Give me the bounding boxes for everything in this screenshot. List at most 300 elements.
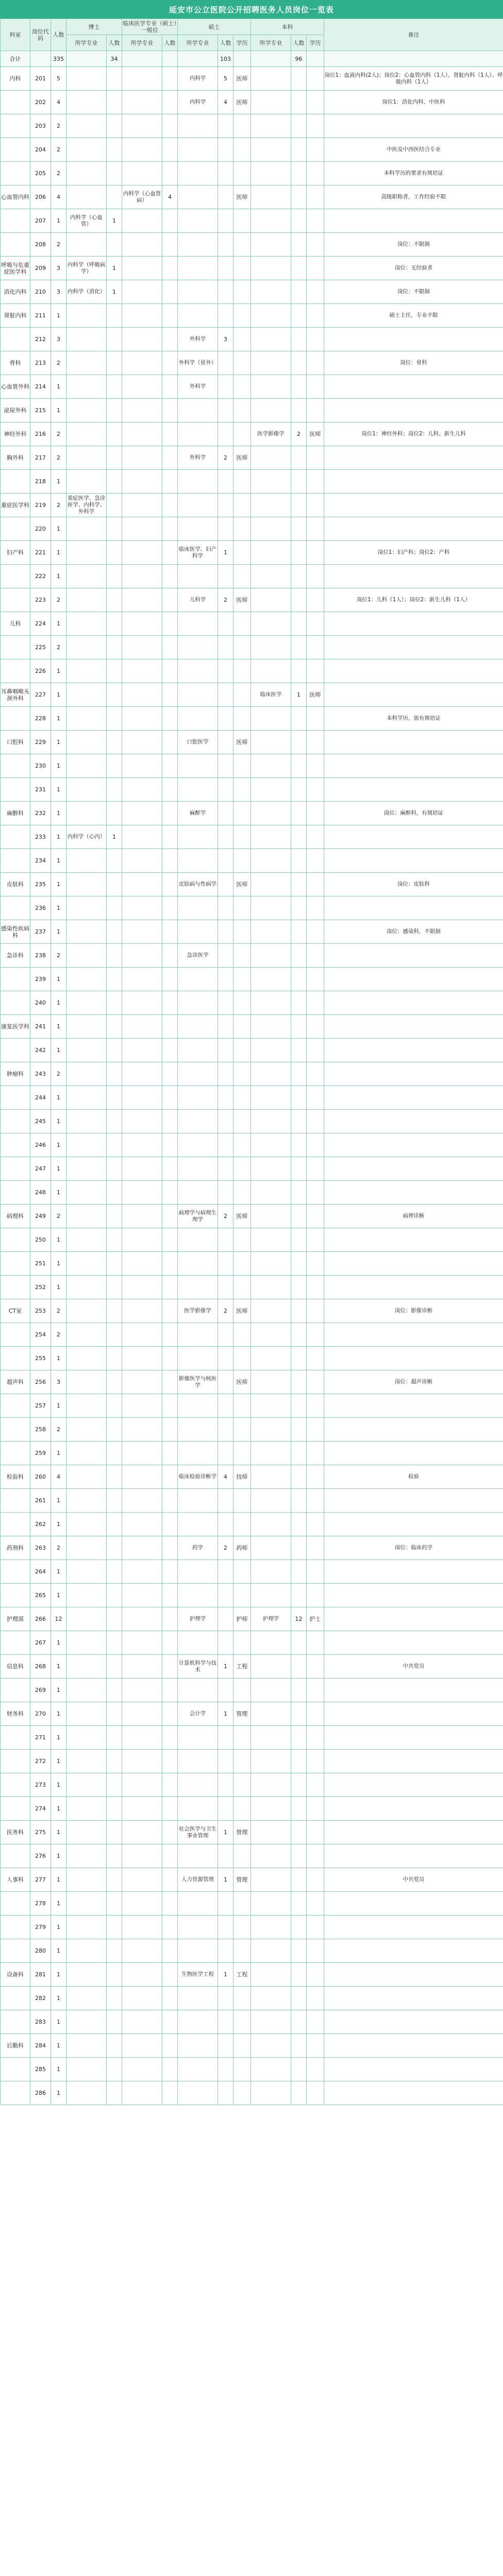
- remarks-cell: [324, 1797, 503, 1821]
- bachelor-degree-cell: [307, 138, 324, 162]
- table-row: [1, 1584, 503, 1607]
- dept-cell: 肿瘤科: [1, 1062, 30, 1086]
- remarks-cell: [324, 399, 503, 422]
- remarks-cell: [324, 991, 503, 1015]
- doctoral-count-cell: [107, 1868, 122, 1892]
- master-major-cell: [178, 209, 218, 233]
- doctoral-count-cell: [107, 1323, 122, 1347]
- bachelor-degree-cell: [307, 896, 324, 920]
- doctoral-major-cell: [66, 1442, 107, 1465]
- master-standard-major-cell: [122, 707, 162, 731]
- master-count-cell: [218, 1892, 233, 1916]
- master-major-cell: [178, 825, 218, 849]
- sub-degree-header: 学历: [307, 35, 324, 51]
- total-count-cell: 1: [51, 683, 66, 707]
- master-degree-cell: [233, 1418, 251, 1442]
- doctoral-major-cell: [66, 612, 107, 636]
- total-count-cell: 1: [51, 399, 66, 422]
- master-standard-count-cell: [162, 1157, 178, 1181]
- bachelor-major-cell: [251, 1655, 291, 1679]
- remarks-cell: [324, 1442, 503, 1465]
- dept-cell: [1, 825, 30, 849]
- bachelor-degree-cell: [307, 968, 324, 991]
- dept-cell: 皮肤科: [1, 873, 30, 896]
- total-count-cell: 1: [51, 1086, 66, 1110]
- post-code-cell: 250: [30, 1228, 51, 1252]
- dept-cell: [1, 2010, 30, 2034]
- master-standard-major-cell: [122, 328, 162, 351]
- master-major-cell: [178, 1181, 218, 1205]
- dept-cell: [1, 1347, 30, 1370]
- master-standard-count-cell: [162, 1489, 178, 1513]
- table-row: [1, 2034, 503, 2058]
- bachelor-degree-cell: [307, 1062, 324, 1086]
- bachelor-degree-cell: [307, 280, 324, 304]
- master-standard-major-cell: [122, 588, 162, 612]
- master-major-cell: [178, 1110, 218, 1133]
- total-count-cell: 2: [51, 944, 66, 968]
- doctoral-count-cell: [107, 138, 122, 162]
- bachelor-count-cell: [291, 920, 307, 944]
- post-code-cell: 248: [30, 1181, 51, 1205]
- master-count-cell: [218, 2081, 233, 2105]
- bachelor-major-cell: [251, 731, 291, 754]
- total-count-cell: 1: [51, 1844, 66, 1868]
- bachelor-count-cell: [291, 2010, 307, 2034]
- doctoral-count-cell: [107, 422, 122, 446]
- master-standard-count-cell: [162, 612, 178, 636]
- table-row: [1, 778, 503, 802]
- bachelor-count-cell: [291, 328, 307, 351]
- remarks-cell: [324, 1679, 503, 1702]
- table-row: [1, 1963, 503, 1987]
- master-standard-major-cell: [122, 1655, 162, 1679]
- bachelor-major-cell: [251, 162, 291, 185]
- bachelor-count-cell: [291, 1465, 307, 1489]
- doctoral-count-cell: [107, 1347, 122, 1370]
- total-count-cell: 2: [51, 1299, 66, 1323]
- post-code-cell: 234: [30, 849, 51, 873]
- master-standard-major-cell: [122, 1015, 162, 1039]
- total-count-cell: 1: [51, 612, 66, 636]
- dept-cell: [1, 91, 30, 114]
- dept-cell: [1, 849, 30, 873]
- total-count-cell: 1: [51, 1939, 66, 1963]
- total-count-cell: 1: [51, 541, 66, 565]
- doctoral-count-cell: [107, 1679, 122, 1702]
- master-degree-cell: [233, 1062, 251, 1086]
- bachelor-major-cell: [251, 1418, 291, 1442]
- master-standard-major-cell: [122, 1750, 162, 1773]
- master-major-cell: [178, 257, 218, 280]
- master-standard-major-cell: [122, 257, 162, 280]
- doctoral-count-cell: [107, 1631, 122, 1655]
- master-major-cell: 生物医学工程: [178, 1963, 218, 1987]
- master-degree-cell: [233, 1773, 251, 1797]
- bachelor-degree-cell: [307, 659, 324, 683]
- post-code-cell: 272: [30, 1750, 51, 1773]
- remarks-cell: 岗位：无经验者: [324, 257, 503, 280]
- bachelor-count-cell: [291, 1347, 307, 1370]
- bachelor-degree-cell: [307, 351, 324, 375]
- table-row: [1, 1939, 503, 1963]
- bachelor-major-cell: [251, 257, 291, 280]
- bachelor-degree-cell: [307, 1394, 324, 1418]
- master-major-cell: [178, 1276, 218, 1299]
- doctoral-count-cell: [107, 1584, 122, 1607]
- master-count-cell: [218, 636, 233, 659]
- master-degree-cell: [233, 1442, 251, 1465]
- remarks-cell: [324, 1963, 503, 1987]
- master-standard-major-cell: [122, 968, 162, 991]
- master-major-cell: [178, 399, 218, 422]
- bachelor-degree-cell: [307, 1465, 324, 1489]
- bachelor-count-cell: [291, 1086, 307, 1110]
- dept-cell: [1, 1726, 30, 1750]
- bachelor-count-cell: [291, 114, 307, 138]
- total-count-cell: 1: [51, 1726, 66, 1750]
- doctoral-major-cell: 内科学（消化）: [66, 280, 107, 304]
- master-degree-cell: [233, 2058, 251, 2081]
- master-degree-cell: [233, 541, 251, 565]
- master-major-cell: [178, 1797, 218, 1821]
- master-standard-count-cell: [162, 399, 178, 422]
- total-count-cell: 2: [51, 1205, 66, 1228]
- bachelor-degree-cell: [307, 1773, 324, 1797]
- master-standard-count-cell: [162, 1181, 178, 1205]
- bachelor-count-cell: [291, 138, 307, 162]
- master-count-cell: [218, 1773, 233, 1797]
- master-count-cell: 1: [218, 1868, 233, 1892]
- master-degree-cell: 管理: [233, 1702, 251, 1726]
- master-count-cell: 5: [218, 67, 233, 91]
- total-count-cell: 1: [51, 659, 66, 683]
- bachelor-count-cell: [291, 1205, 307, 1228]
- master-count-cell: [218, 2058, 233, 2081]
- remarks-cell: [324, 328, 503, 351]
- post-code-cell: 274: [30, 1797, 51, 1821]
- remarks-cell: 岗位：麻醉科，有规培证: [324, 802, 503, 825]
- doctoral-major-cell: [66, 707, 107, 731]
- total-count-cell: 1: [51, 565, 66, 588]
- bachelor-count-cell: [291, 1821, 307, 1844]
- master-standard-major-cell: [122, 1560, 162, 1584]
- remarks-cell: [324, 517, 503, 541]
- master-standard-major-cell: [122, 375, 162, 399]
- master-count-cell: [218, 114, 233, 138]
- bachelor-degree-cell: [307, 1015, 324, 1039]
- table-row: [1, 2058, 503, 2081]
- master-count-cell: [218, 1110, 233, 1133]
- doctoral-count-cell: [107, 968, 122, 991]
- bachelor-degree-cell: [307, 1347, 324, 1370]
- master-standard-major-cell: [122, 494, 162, 517]
- remarks-cell: [324, 1133, 503, 1157]
- master-standard-count-cell: [162, 778, 178, 802]
- remarks-cell: 岗位1：儿科（1人）；岗位2：新生儿科（1人）: [324, 588, 503, 612]
- master-major-cell: [178, 114, 218, 138]
- dept-cell: CT室: [1, 1299, 30, 1323]
- master-degree-cell: [233, 754, 251, 778]
- master-standard-major-cell: [122, 825, 162, 849]
- master-major-cell: [178, 2058, 218, 2081]
- post-code-cell: 233: [30, 825, 51, 849]
- master-standard-major-cell: [122, 1844, 162, 1868]
- master-count-cell: [218, 1679, 233, 1702]
- post-code-cell: 282: [30, 1987, 51, 2010]
- master-degree-cell: 技师: [233, 1465, 251, 1489]
- dept-cell: [1, 114, 30, 138]
- doctoral-major-cell: 内科学（心内）: [66, 825, 107, 849]
- master-standard-count-cell: [162, 114, 178, 138]
- total-count-cell: 1: [51, 2034, 66, 2058]
- bachelor-degree-cell: 护士: [307, 1607, 324, 1631]
- bachelor-degree-cell: [307, 1987, 324, 2010]
- bachelor-degree-cell: [307, 1299, 324, 1323]
- remarks-cell: 高级职称者，工作经验不限: [324, 185, 503, 209]
- doctoral-major-cell: [66, 1157, 107, 1181]
- master-standard-major-cell: [122, 1536, 162, 1560]
- post-code-cell: 242: [30, 1039, 51, 1062]
- bachelor-major-cell: 医学影像学: [251, 422, 291, 446]
- post-code-cell: 236: [30, 896, 51, 920]
- bachelor-degree-cell: [307, 1228, 324, 1252]
- master-standard-count-cell: [162, 1133, 178, 1157]
- master-major-cell: [178, 1394, 218, 1418]
- total-count-cell: 2: [51, 162, 66, 185]
- master-count-cell: 1: [218, 1702, 233, 1726]
- master-degree-cell: [233, 162, 251, 185]
- total-count-cell: 2: [51, 636, 66, 659]
- remarks-cell: 本科学历，需有规培证: [324, 707, 503, 731]
- doctoral-major-cell: 内科学（呼吸病学）: [66, 257, 107, 280]
- master-count-cell: [218, 162, 233, 185]
- dept-cell: [1, 1133, 30, 1157]
- table-row: [1, 1205, 503, 1228]
- master-standard-major-cell: [122, 1584, 162, 1607]
- master-standard-major-cell: [122, 162, 162, 185]
- master-major-cell: [178, 304, 218, 328]
- master-standard-major-cell: [122, 754, 162, 778]
- bachelor-major-cell: [251, 1987, 291, 2010]
- doctoral-count-cell: [107, 1513, 122, 1536]
- master-count-cell: [218, 1252, 233, 1276]
- master-standard-count-cell: [162, 1228, 178, 1252]
- bachelor-degree-cell: [307, 1797, 324, 1821]
- master-major-cell: [178, 1631, 218, 1655]
- bachelor-major-cell: [251, 304, 291, 328]
- bachelor-major-cell: [251, 67, 291, 91]
- bachelor-degree-cell: [307, 707, 324, 731]
- total-count-cell: 1: [51, 968, 66, 991]
- master-major-cell: [178, 1347, 218, 1370]
- bachelor-major-cell: [251, 1181, 291, 1205]
- remarks-cell: [324, 1394, 503, 1418]
- remarks-cell: [324, 968, 503, 991]
- master-standard-count-cell: [162, 1418, 178, 1442]
- master-standard-major-cell: [122, 67, 162, 91]
- table-row: [1, 67, 503, 91]
- bachelor-major-cell: [251, 328, 291, 351]
- total-count-cell: 1: [51, 825, 66, 849]
- master-degree-cell: [233, 304, 251, 328]
- doctoral-count-cell: [107, 683, 122, 707]
- bachelor-degree-cell: [307, 588, 324, 612]
- total-count-cell: 1: [51, 731, 66, 754]
- sub-count-header: 人数: [218, 35, 233, 51]
- remarks-cell: [324, 1015, 503, 1039]
- doctoral-count-cell: [107, 1726, 122, 1750]
- master-degree-cell: [233, 1939, 251, 1963]
- total-count-cell: 1: [51, 802, 66, 825]
- bachelor-degree-cell: [307, 517, 324, 541]
- bachelor-major-cell: [251, 1299, 291, 1323]
- bachelor-degree-cell: [307, 731, 324, 754]
- remarks-cell: 硕士主任，专业不限: [324, 304, 503, 328]
- col-code-header: 岗位代码: [30, 19, 51, 51]
- remarks-cell: [324, 1086, 503, 1110]
- table-row: [1, 1987, 503, 2010]
- bachelor-major-cell: [251, 185, 291, 209]
- post-code-cell: 260: [30, 1465, 51, 1489]
- doctoral-major-cell: [66, 162, 107, 185]
- bachelor-major-cell: [251, 991, 291, 1015]
- table-row: [1, 1679, 503, 1702]
- master-standard-count-cell: [162, 2034, 178, 2058]
- bachelor-major-cell: [251, 1062, 291, 1086]
- bachelor-degree-cell: [307, 1086, 324, 1110]
- bachelor-major-cell: [251, 1584, 291, 1607]
- post-code-cell: 259: [30, 1442, 51, 1465]
- master-standard-major-cell: [122, 1323, 162, 1347]
- master-standard-count-cell: [162, 1821, 178, 1844]
- bachelor-count-cell: 1: [291, 683, 307, 707]
- bachelor-count-cell: [291, 2058, 307, 2081]
- remarks-cell: [324, 659, 503, 683]
- dept-cell: [1, 1228, 30, 1252]
- master-count-cell: [218, 375, 233, 399]
- bachelor-degree-cell: [307, 1584, 324, 1607]
- master-standard-major-cell: [122, 778, 162, 802]
- doctoral-count-cell: [107, 67, 122, 91]
- post-code-cell: 256: [30, 1370, 51, 1394]
- master-degree-cell: [233, 1228, 251, 1252]
- dept-cell: 儿科: [1, 612, 30, 636]
- master-count-cell: [218, 612, 233, 636]
- remarks-cell: [324, 1228, 503, 1252]
- dept-cell: [1, 1157, 30, 1181]
- total-count-cell: 1: [51, 707, 66, 731]
- doctoral-count-cell: [107, 1773, 122, 1797]
- master-count-cell: [218, 873, 233, 896]
- master-standard-count-cell: [162, 991, 178, 1015]
- bachelor-count-cell: [291, 588, 307, 612]
- doctoral-major-cell: [66, 1205, 107, 1228]
- bachelor-count-cell: [291, 873, 307, 896]
- bachelor-major-cell: [251, 1536, 291, 1560]
- table-row: [1, 991, 503, 1015]
- master-major-cell: 外科学: [178, 446, 218, 470]
- master-standard-count-cell: [162, 825, 178, 849]
- doctoral-major-cell: [66, 683, 107, 707]
- bachelor-count-cell: [291, 351, 307, 375]
- post-code-cell: 228: [30, 707, 51, 731]
- doctoral-major-cell: [66, 1844, 107, 1868]
- total-count-cell: 1: [51, 1963, 66, 1987]
- bachelor-degree-cell: [307, 991, 324, 1015]
- dept-cell: [1, 2058, 30, 2081]
- table-row: [1, 920, 503, 944]
- post-code-cell: 243: [30, 1062, 51, 1086]
- bachelor-degree-cell: [307, 446, 324, 470]
- master-count-cell: [218, 1607, 233, 1631]
- bachelor-major-cell: [251, 2010, 291, 2034]
- doctoral-count-cell: [107, 1181, 122, 1205]
- bachelor-major-cell: [251, 1015, 291, 1039]
- post-code-cell: 211: [30, 304, 51, 328]
- post-code-cell: 220: [30, 517, 51, 541]
- doctoral-count-cell: [107, 328, 122, 351]
- bachelor-count-cell: [291, 1773, 307, 1797]
- bachelor-count-cell: [291, 636, 307, 659]
- master-count-cell: [218, 1489, 233, 1513]
- bachelor-degree-cell: [307, 1252, 324, 1276]
- doctoral-count-cell: [107, 731, 122, 754]
- bachelor-degree-cell: [307, 1489, 324, 1513]
- totals-remarks: [324, 51, 503, 67]
- doctoral-count-cell: [107, 1133, 122, 1157]
- total-count-cell: 1: [51, 1750, 66, 1773]
- doctoral-major-cell: [66, 1797, 107, 1821]
- doctoral-count-cell: [107, 494, 122, 517]
- master-degree-cell: [233, 399, 251, 422]
- bachelor-count-cell: [291, 731, 307, 754]
- doctoral-count-cell: [107, 541, 122, 565]
- master-major-cell: [178, 1086, 218, 1110]
- table-row: [1, 2010, 503, 2034]
- total-count-cell: 1: [51, 1489, 66, 1513]
- bachelor-major-cell: [251, 399, 291, 422]
- table-row: [1, 1252, 503, 1276]
- table-row: [1, 1442, 503, 1465]
- master-count-cell: [218, 991, 233, 1015]
- dept-cell: [1, 659, 30, 683]
- table-row: [1, 375, 503, 399]
- master-degree-cell: [233, 2010, 251, 2034]
- bachelor-degree-cell: [307, 470, 324, 494]
- post-code-cell: 224: [30, 612, 51, 636]
- remarks-cell: [324, 1347, 503, 1370]
- master-major-cell: 病理学与病理生理学: [178, 1205, 218, 1228]
- bachelor-count-cell: [291, 1655, 307, 1679]
- total-count-cell: 1: [51, 1228, 66, 1252]
- bachelor-major-cell: [251, 873, 291, 896]
- master-standard-major-cell: 内科学（心血管病）: [122, 185, 162, 209]
- table-row: [1, 659, 503, 683]
- remarks-cell: 岗位1：神经外科；岗位2：儿科、新生儿科: [324, 422, 503, 446]
- table-row: [1, 1916, 503, 1939]
- dept-cell: [1, 1276, 30, 1299]
- master-major-cell: 会计学: [178, 1702, 218, 1726]
- doctoral-count-cell: [107, 185, 122, 209]
- master-degree-cell: 管理: [233, 1868, 251, 1892]
- master-major-cell: 计算机科学与技术: [178, 1655, 218, 1679]
- remarks-cell: [324, 778, 503, 802]
- bachelor-major-cell: [251, 209, 291, 233]
- master-count-cell: [218, 1584, 233, 1607]
- master-degree-cell: 医师: [233, 91, 251, 114]
- master-standard-count-cell: [162, 162, 178, 185]
